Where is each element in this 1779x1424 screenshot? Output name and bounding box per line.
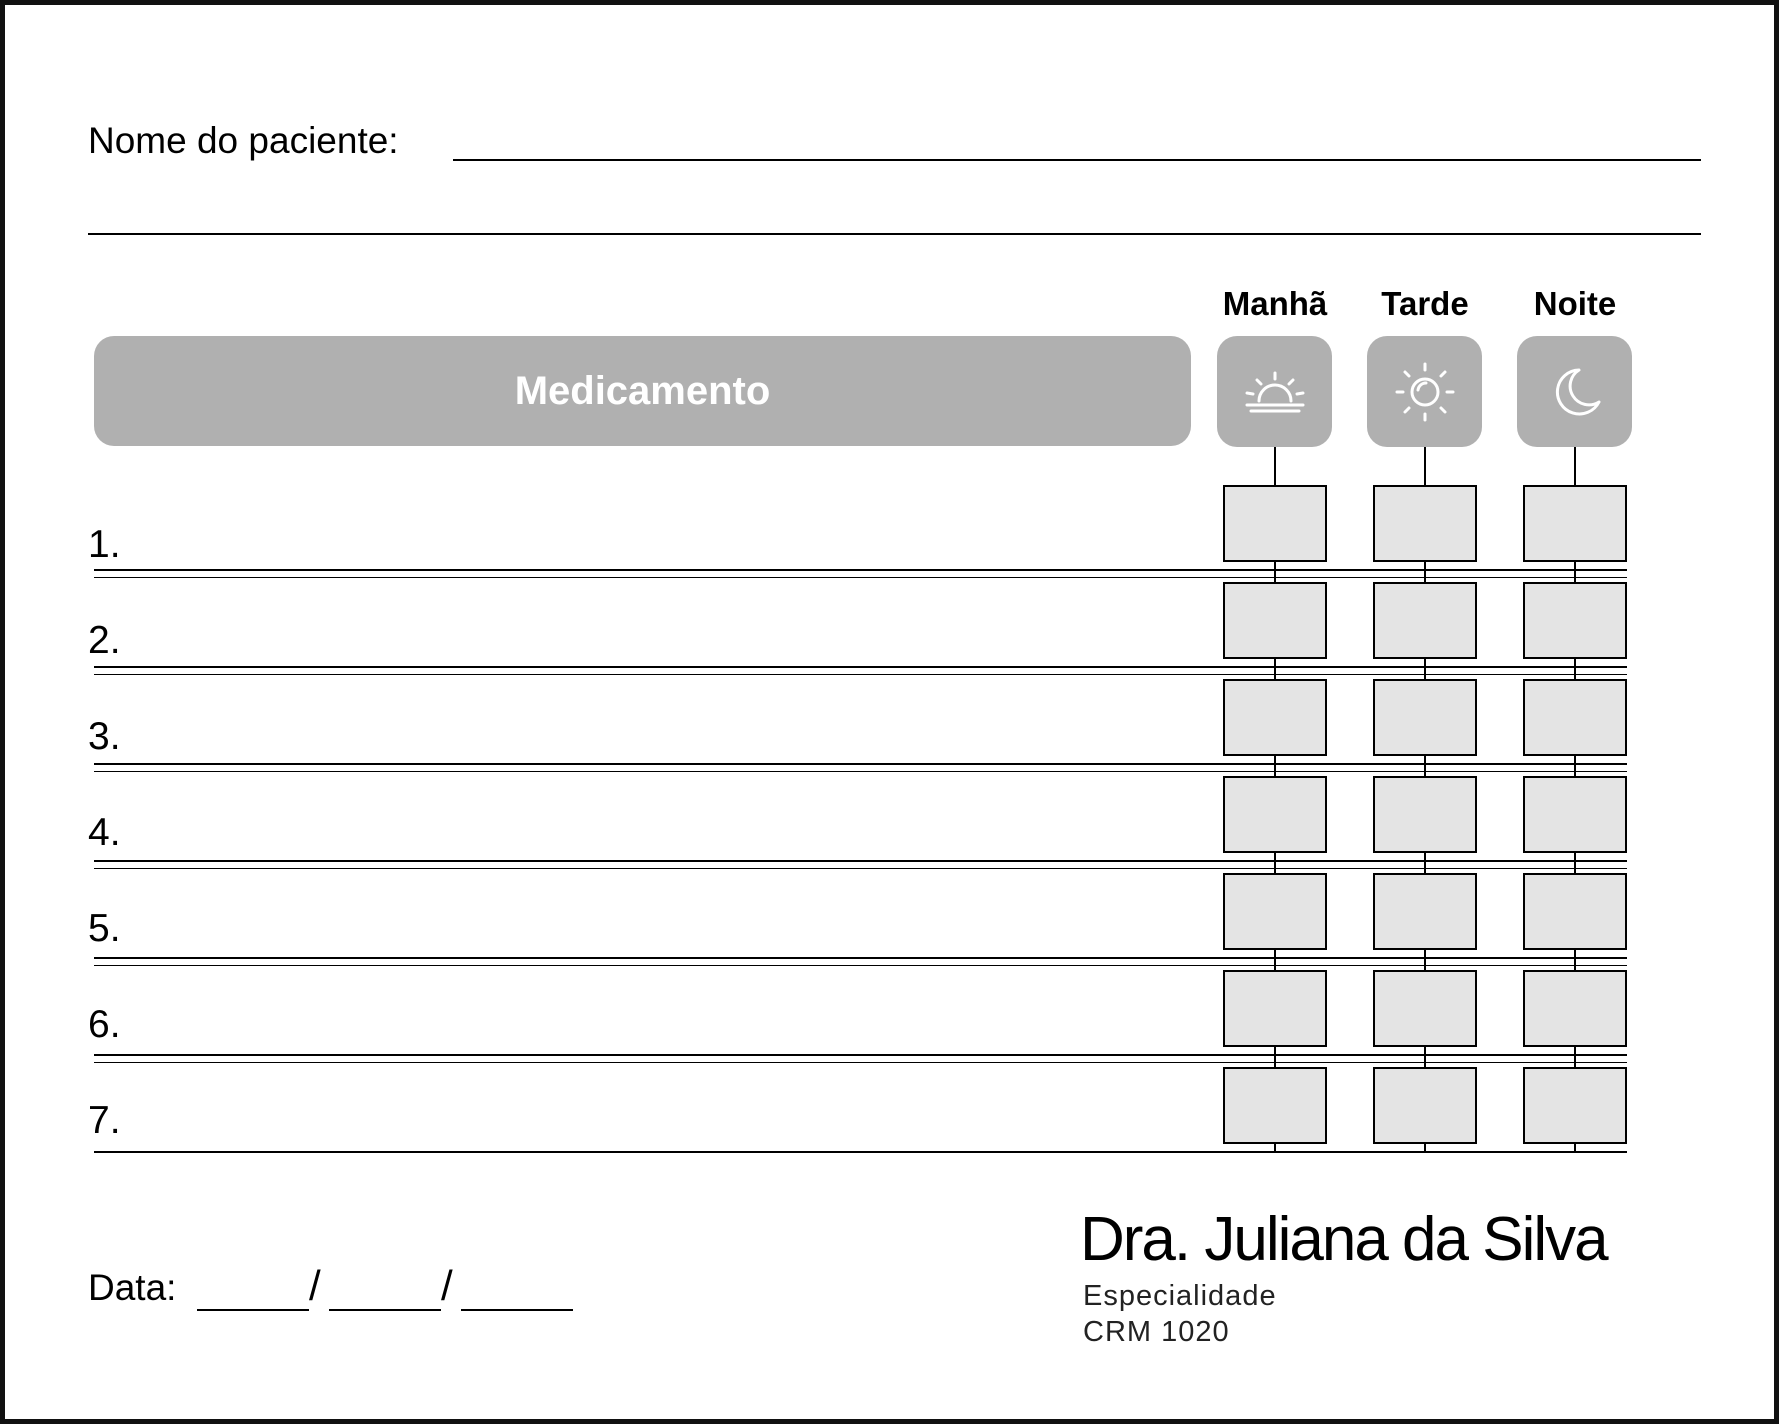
afternoon-icon-box — [1367, 336, 1482, 447]
checkbox-afternoon[interactable] — [1373, 679, 1477, 756]
medication-line[interactable] — [94, 666, 1627, 668]
row-number: 4. — [88, 811, 121, 854]
medication-header-label: Medicamento — [514, 368, 771, 413]
checkbox-afternoon[interactable] — [1373, 970, 1477, 1047]
checkbox-night[interactable] — [1523, 679, 1627, 756]
row-number: 1. — [88, 523, 121, 566]
date-year-field[interactable] — [461, 1309, 573, 1311]
medication-line[interactable] — [94, 1151, 1627, 1153]
date-separator: / — [309, 1262, 321, 1309]
medication-line-under — [94, 868, 1627, 869]
medication-line[interactable] — [94, 957, 1627, 959]
checkbox-night[interactable] — [1523, 776, 1627, 853]
sunrise-icon — [1239, 367, 1311, 417]
checkbox-morning[interactable] — [1223, 873, 1327, 950]
date-separator: / — [441, 1262, 453, 1309]
doctor-specialty: Especialidade — [1083, 1280, 1277, 1312]
checkbox-afternoon[interactable] — [1373, 582, 1477, 659]
date-month-field[interactable] — [329, 1309, 441, 1311]
period-title-morning: Manhã — [1222, 285, 1328, 322]
period-title-afternoon: Tarde — [1381, 285, 1469, 322]
medication-line-under — [94, 1062, 1627, 1063]
patient-name-label: Nome do paciente: — [88, 120, 399, 161]
moon-icon — [1545, 362, 1605, 422]
checkbox-night[interactable] — [1523, 582, 1627, 659]
row-number: 3. — [88, 715, 121, 758]
checkbox-afternoon[interactable] — [1373, 873, 1477, 950]
medication-line[interactable] — [94, 1054, 1627, 1056]
checkbox-night[interactable] — [1523, 485, 1627, 562]
medication-line[interactable] — [94, 860, 1627, 862]
checkbox-night[interactable] — [1523, 970, 1627, 1047]
row-number: 6. — [88, 1003, 121, 1046]
doctor-name: Dra. Juliana da Silva — [1080, 1205, 1607, 1274]
checkbox-morning[interactable] — [1223, 1067, 1327, 1144]
checkbox-morning[interactable] — [1223, 582, 1327, 659]
morning-icon-box — [1217, 336, 1332, 447]
medication-line-under — [94, 965, 1627, 966]
sun-icon — [1393, 360, 1457, 424]
checkbox-afternoon[interactable] — [1373, 776, 1477, 853]
checkbox-afternoon[interactable] — [1373, 485, 1477, 562]
date-label: Data: — [88, 1267, 177, 1308]
checkbox-morning[interactable] — [1223, 679, 1327, 756]
checkbox-night[interactable] — [1523, 1067, 1627, 1144]
medication-line-under — [94, 771, 1627, 772]
medication-line[interactable] — [94, 763, 1627, 765]
checkbox-morning[interactable] — [1223, 970, 1327, 1047]
checkbox-morning[interactable] — [1223, 776, 1327, 853]
date-day-field[interactable] — [197, 1309, 309, 1311]
period-title-night: Noite — [1533, 285, 1617, 322]
medication-line[interactable] — [94, 569, 1627, 571]
medication-line-under — [94, 577, 1627, 578]
medication-line-under — [94, 674, 1627, 675]
doctor-crm: CRM 1020 — [1083, 1316, 1230, 1348]
checkbox-night[interactable] — [1523, 873, 1627, 950]
checkbox-morning[interactable] — [1223, 485, 1327, 562]
row-number: 5. — [88, 907, 121, 950]
medication-header — [94, 336, 1191, 446]
checkbox-afternoon[interactable] — [1373, 1067, 1477, 1144]
patient-name-line-2[interactable] — [88, 233, 1701, 235]
night-icon-box — [1517, 336, 1632, 447]
row-number: 2. — [88, 619, 121, 662]
patient-name-line[interactable] — [453, 159, 1701, 161]
row-number: 7. — [88, 1099, 121, 1142]
